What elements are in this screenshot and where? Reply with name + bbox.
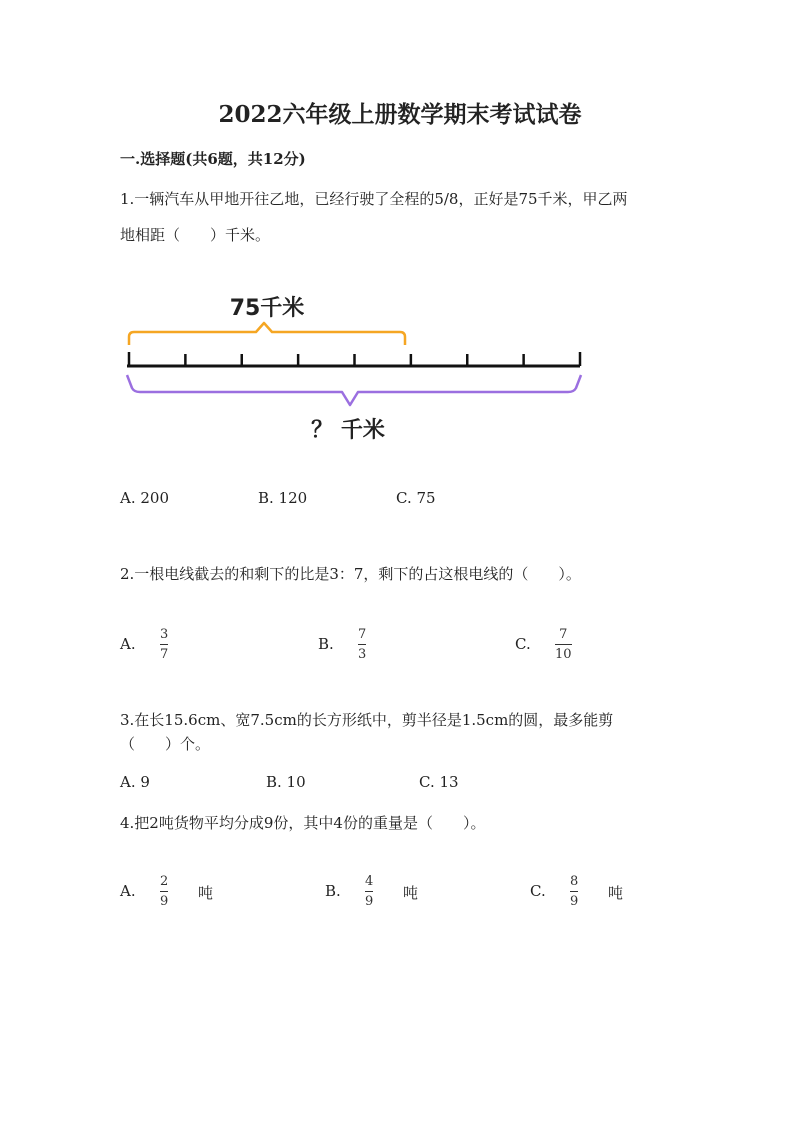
top-brace xyxy=(129,323,405,345)
question-4-text: 4.把2吨货物平均分成9份，其中4份的重量是（ ）。 xyxy=(120,814,486,832)
denominator: 10 xyxy=(555,647,572,662)
q3-option-a[interactable]: A. 9 xyxy=(120,773,150,791)
option-letter: B. xyxy=(325,882,341,900)
section-heading: 一.选择题(共6题，共12分) xyxy=(120,150,306,168)
q4-option-a-fraction xyxy=(160,874,168,909)
bottom-label: ？ 千米 xyxy=(311,418,385,443)
q4-option-b[interactable] xyxy=(325,882,341,900)
numerator: 7 xyxy=(358,627,367,642)
numerator: 4 xyxy=(365,874,374,889)
numerator: 7 xyxy=(559,627,568,642)
q3-option-b[interactable]: B. 10 xyxy=(266,773,306,791)
q4-option-a-unit: 吨 xyxy=(198,884,214,902)
question-1-line-1: 1.一辆汽车从甲地开往乙地，已经行驶了全程的5/8，正好是75千米，甲乙两 xyxy=(120,190,628,208)
option-letter: A. xyxy=(120,635,136,653)
denominator: 9 xyxy=(160,894,169,909)
q1-option-b[interactable]: B. 120 xyxy=(258,489,308,507)
numerator: 3 xyxy=(160,627,169,642)
q4-option-c-fraction xyxy=(570,874,578,909)
top-label: 75千米 xyxy=(229,296,305,321)
q2-option-c[interactable] xyxy=(515,635,531,653)
q1-option-c[interactable]: C. 75 xyxy=(396,489,436,507)
option-letter: C. xyxy=(530,882,546,900)
option-letter: A. xyxy=(120,882,136,900)
numerator: 2 xyxy=(160,874,169,889)
q4-option-a[interactable] xyxy=(120,882,136,900)
option-letter: B. xyxy=(318,635,334,653)
q2-option-a[interactable] xyxy=(120,635,136,653)
q4-option-c-unit: 吨 xyxy=(608,884,624,902)
denominator: 7 xyxy=(160,647,169,662)
q2-option-c-fraction xyxy=(555,627,572,662)
segment-diagram xyxy=(110,285,600,455)
question-3-line-2: （ ）个。 xyxy=(120,735,211,753)
q2-option-b-fraction xyxy=(358,627,366,662)
denominator: 9 xyxy=(570,894,579,909)
question-3-line-1: 3.在长15.6cm、宽7.5cm的长方形纸中，剪半径是1.5cm的圆，最多能剪 xyxy=(120,711,614,729)
q3-option-c[interactable]: C. 13 xyxy=(419,773,459,791)
tick-marks xyxy=(129,352,580,366)
q4-option-b-unit: 吨 xyxy=(403,884,419,902)
q4-option-c[interactable] xyxy=(530,882,546,900)
q2-option-b[interactable] xyxy=(318,635,334,653)
page-title: 2022六年级上册数学期末考试试卷 xyxy=(218,101,582,128)
question-2-text: 2.一根电线截去的和剩下的比是3：7，剩下的占这根电线的（ ）。 xyxy=(120,565,581,583)
q1-option-a[interactable]: A. 200 xyxy=(120,489,169,507)
q2-option-a-fraction xyxy=(160,627,168,662)
denominator: 3 xyxy=(358,647,367,662)
question-1-line-2: 地相距（ ）千米。 xyxy=(120,226,271,244)
bottom-brace xyxy=(127,375,581,405)
q4-option-b-fraction xyxy=(365,874,373,909)
option-letter: C. xyxy=(515,635,531,653)
denominator: 9 xyxy=(365,894,374,909)
numerator: 8 xyxy=(570,874,579,889)
